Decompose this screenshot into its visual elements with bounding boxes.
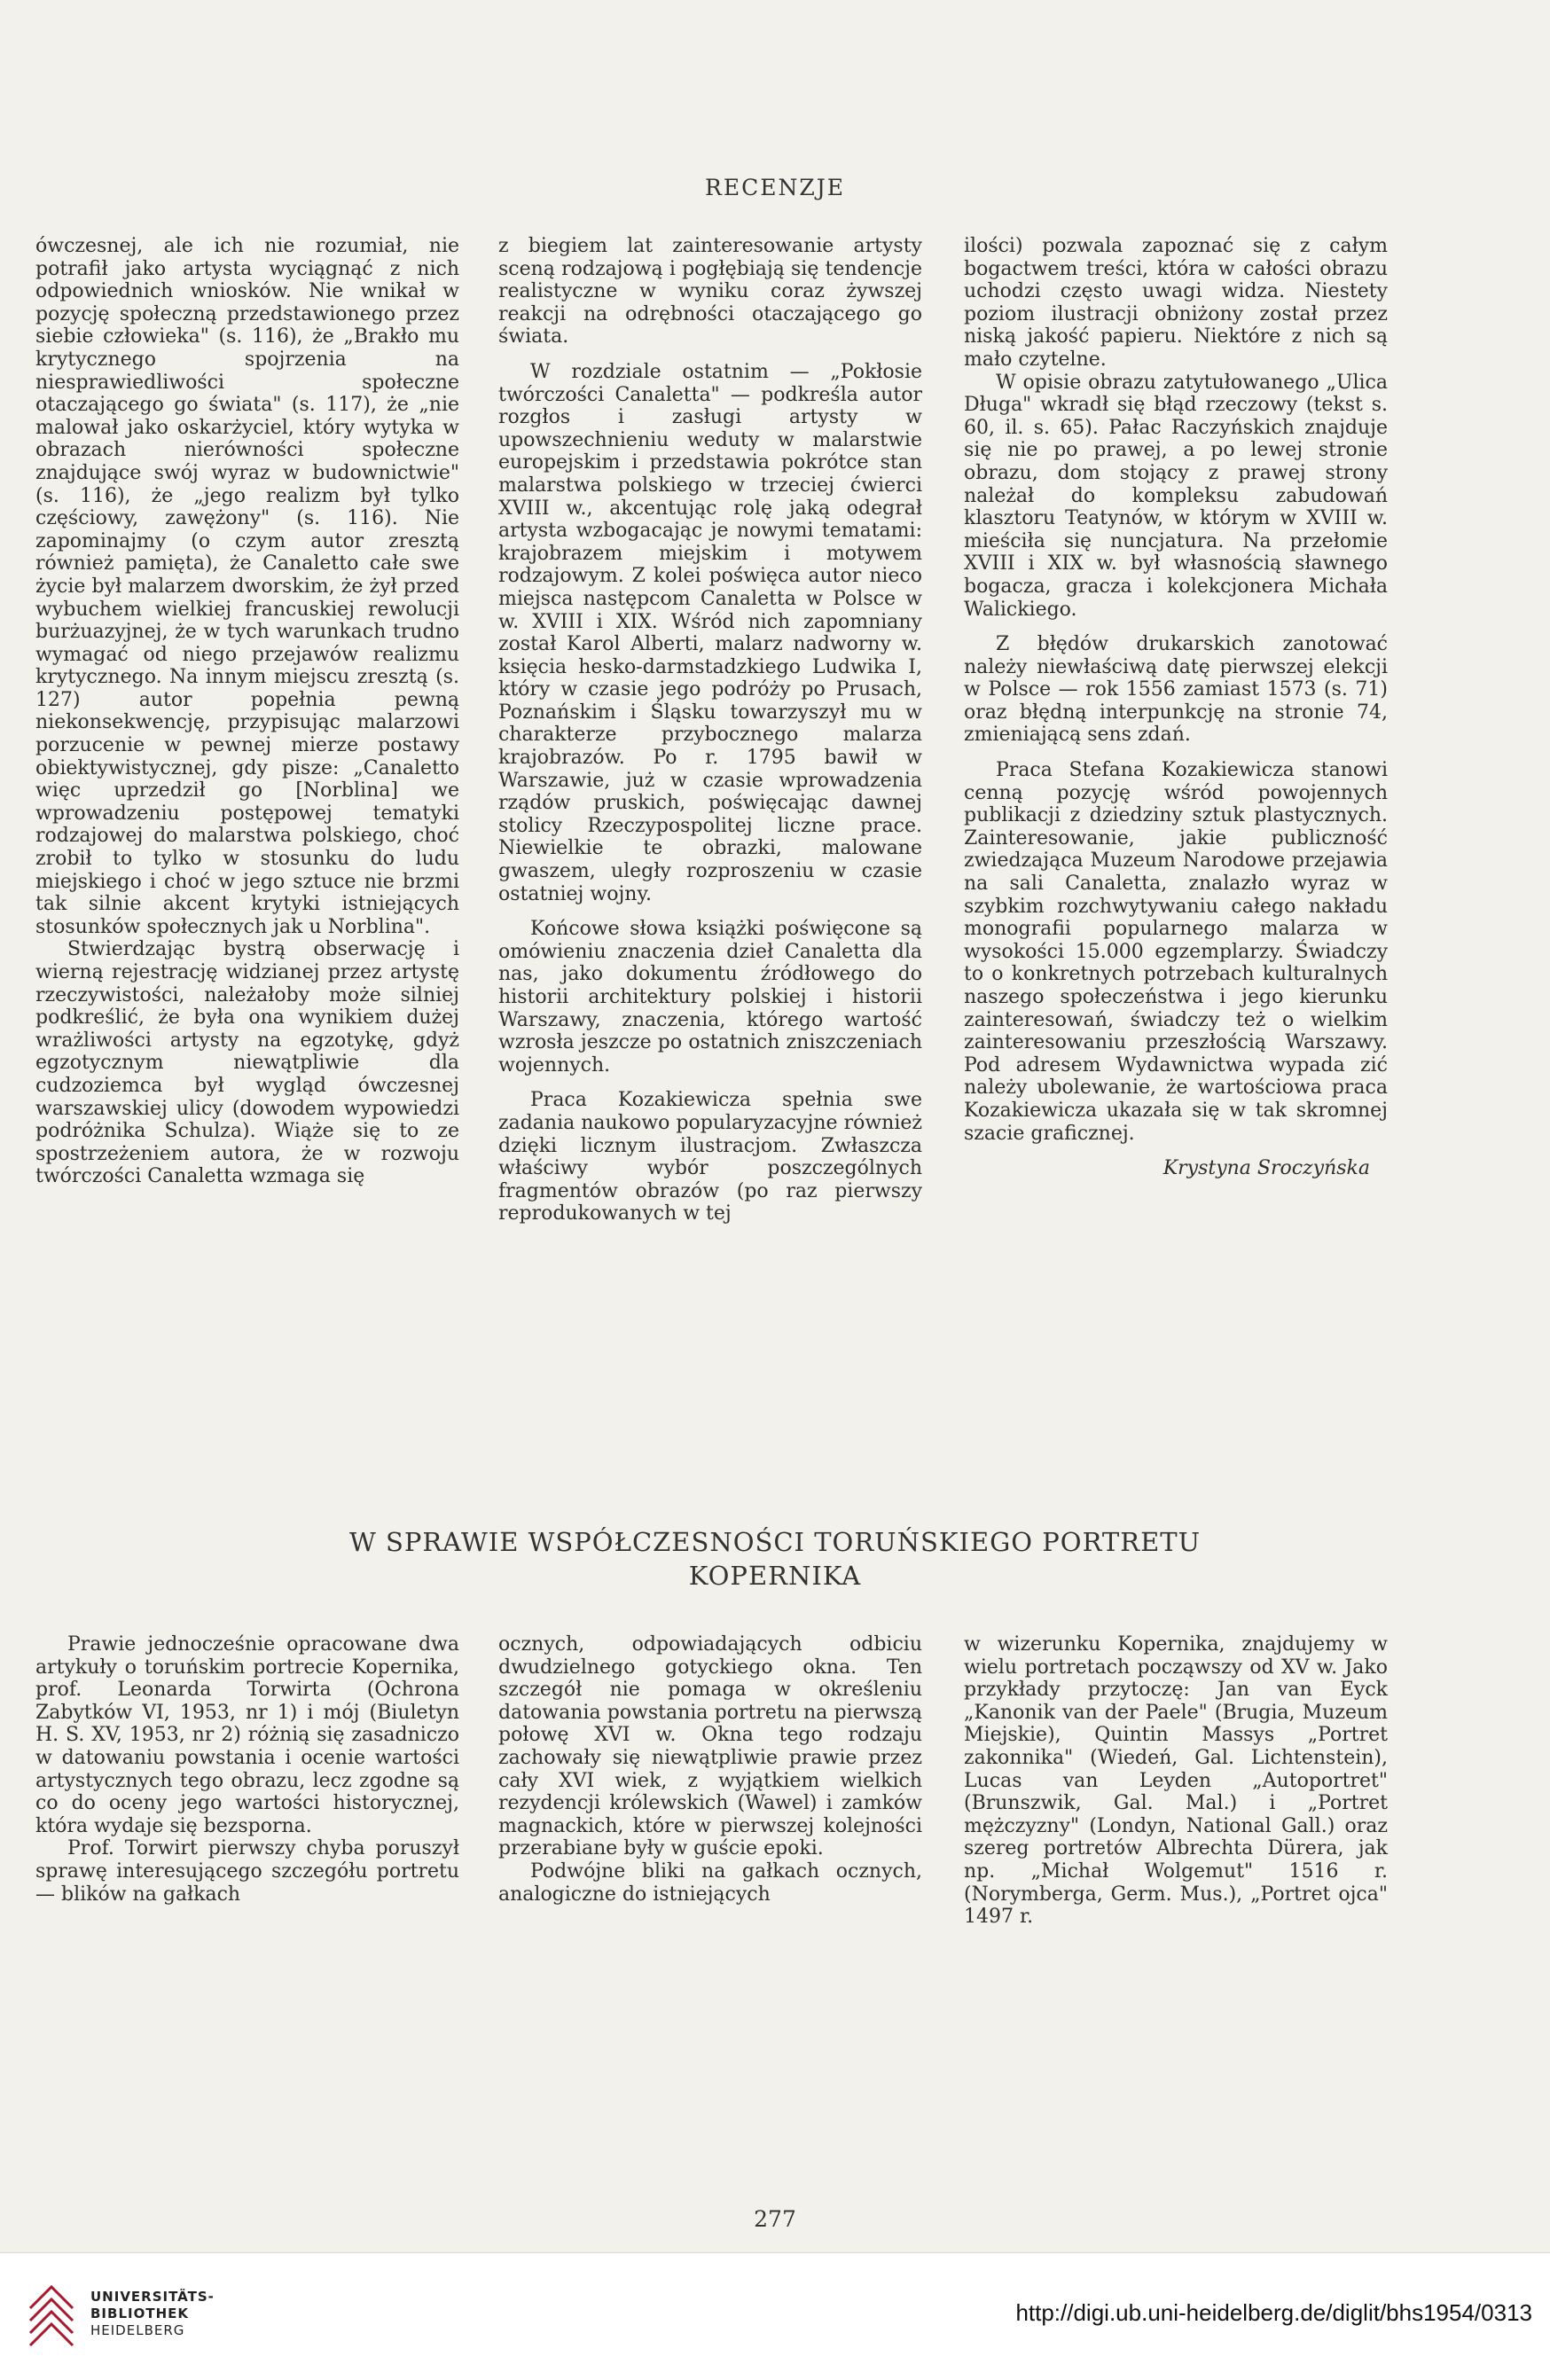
paragraph: Z błędów drukarskich zanotować należy niewłaściwą datę pierwszej elekcji w Polsce — rok 1556 zamiast 1573 (s. 71) oraz błędną interpunkcję na stronie 74, zmieniającą sens zdań. [964, 633, 1388, 747]
library-logo-icon [27, 2278, 76, 2349]
paragraph: Końcowe słowa książki poświęcone są omówieniu znaczenia dzieł Canaletta dla nas, jako dokumentu źródłowego do historii architektury polskiej i historii Warszawy, znaczenia, którego wartość wzrosła jeszcze po ostatnich zniszczeniach wojennych. [498, 918, 922, 1076]
paragraph: Stwierdzając bystrą obserwację i wierną rejestrację widzianej przez artystę rzeczywistości, należałoby może silniej podkreślić, że była ona wynikiem dużej wrażliwości artysty na egzotykę, gdyż egzotycznym niewątpliwie dla cudzoziemca był wygląd ówczesnej warszawskiej ulicy (dowodem wypowiedzi podróżnika Schulza). Wiąże się to ze spostrzeżeniem autora, że w rozwoju twórczości Canaletta wzmaga się [35, 938, 459, 1188]
paragraph: Podwójne bliki na gałkach ocznych, analogiczne do istniejących [498, 1859, 922, 1906]
source-url-link[interactable]: http://digi.ub.uni-heidelberg.de/diglit/bhs1954/0313 [1015, 2299, 1532, 2326]
paragraph: w wizerunku Kopernika, znajdujemy w wielu portretach począwszy od XV w. Jako przykłady przytoczę: Jan van Eyck „Kanonik van der Paele" (Brugia, Muzeum Miejskie), Quintin Massys „Portret zakonnika" (Wiedeń, Gal. Lichtenstein), Lucas van Leyden „Autoportret" (Brunszwik, Gal. Mal.) i „Portret mężczyzny" (Londyn, National Gall.) oraz szereg portretów Albrechta Dürera, jak np. „Michał Wolgemut" 1516 r. (Norymberga, Germ. Mus.), „Portret ojca" 1497 r. [964, 1633, 1388, 1929]
paragraph: ówczesnej, ale ich nie rozumiał, nie potrafił jako artysta wyciągnąć z nich odpowiednich wniosków. Nie wnikał w pozycję społeczną przedstawionego przez siebie człowieka" (s. 116), że „Brakło mu krytycznego spojrzenia na niesprawiedliwości społeczne otaczającego go świata" (s. 117), że „nie malował jako oskarżyciel, który wytyka w obrazach nierówności społeczne znajdujące swój wyraz w budownictwie" (s. 116), że „jego realizm był tylko częściowy, zawężony" (s. 116). Nie zapominajmy (o czym autor zresztą również pamięta), że Canaletto całe swe życie był malarzem dworskim, że żył przed wybuchem wielkiej francuskiej rewolucji burżuazyjnej, że w tych warunkach trudno wymagać od niego przejawów realizmu krytycznego. Na innym miejscu zresztą (s. 127) autor popełnia pewną niekonsekwencję, przypisując malarzowi porzucenie w pewnej mierze postawy obiektywistycznej, gdy pisze: „Canaletto więc uprzedził go [Norblina] we wprowadzeniu postępowej tematyki rodzajowej do malarstwa polskiego, choć zrobił to tylko w stosunku do ludu miejskiego i choć w jego sztuce nie brzmi tak silnie akcent krytyki istniejących stosunków społecznych jak u Norblina". [35, 235, 459, 938]
paragraph: Prawie jednocześnie opracowane dwa artykuły o toruńskim portrecie Kopernika, prof. Leonarda Torwirta (Ochrona Zabytków VI, 1953, nr 1) i mój (Biuletyn H. S. XV, 1953, nr 2) różnią się zasadniczo w datowaniu powstania i ocenie wartości artystycznych tego obrazu, lecz zgodne są co do oceny jego wartości historycznej, która wydaje się bezsporna. [35, 1633, 459, 1837]
paragraph: ocznych, odpowiadających odbiciu dwudzielnego gotyckiego okna. Ten szczegół nie pomaga w określeniu datowania powstania portretu na pierwszą połowę XVI w. Okna tego rodzaju zachowały się niewątpliwie prawie przez cały XVI wiek, z wyjątkiem wielkich rezydencji królewskich (Wawel) i zamków magnackich, które w pierwszej kolejności przerabiane były w guście epoki. [498, 1633, 922, 1860]
paragraph: Prof. Torwirt pierwszy chyba poruszył sprawę interesującego szczegółu portretu — blików na gałkach [35, 1837, 459, 1906]
library-name-line-2: BIBLIOTHEK [90, 2306, 189, 2321]
article-title-line-2: KOPERNIKA [688, 1561, 862, 1591]
paragraph: z biegiem lat zainteresowanie artysty sceną rodzajową i pogłębiają się tendencje realistyczne w wyniku coraz żywszej reakcji na odrębności otaczającego go świata. [498, 235, 922, 348]
footer-bar [0, 2252, 1550, 2380]
article-title-line-1: W SPRAWIE WSPÓŁCZESNOŚCI TORUŃSKIEGO PORTRETU [348, 1527, 1202, 1557]
review-signature: Krystyna Sroczyńska [1162, 1157, 1370, 1180]
page-number: 277 [754, 2206, 796, 2232]
paragraph: W rozdziale ostatnim — „Pokłosie twórczości Canaletta" — podkreśla autor rozgłos i zasługi artysty w upowszechnieniu weduty w malarstwie europejskim i przedstawia pokrótce stan malarstwa polskiego w trzeciej ćwierci XVIII w., akcentując rolę jaką odegrał artysta wzbogacając je nowymi tematami: krajobrazem miejskim i motywem rodzajowym. Z kolei poświęca autor nieco miejsca następcom Canaletta w Polsce w w. XVIII i XIX. Wśród nich zapomniany został Karol Alberti, malarz nadworny w. księcia hesko-darmstadzkiego Ludwika I, który w czasie jego podróży po Prusach, Poznańskim i Śląsku towarzyszył mu w charakterze przybocznego malarza krajobrazów. Po r. 1795 bawił w Warszawie, już w czasie wprowadzenia rządów pruskich, poświęcając dawnej stolicy Rzeczypospolitej liczne prace. Niewielkie te obrazki, malowane gwaszem, uległy rozproszeniu w czasie ostatniej wojny. [498, 360, 922, 905]
paragraph: Praca Kozakiewicza spełnia swe zadania naukowo popularyzacyjne również dzięki licznym ilustracjom. Zwłaszcza właściwy wybór poszczególnych fragmentów obrazów (po raz pierwszy reprodukowanych w tej [498, 1089, 922, 1225]
article-column-1 [35, 1633, 459, 1906]
review-column-2 [498, 235, 922, 1225]
library-name-line-3: HEIDELBERG [90, 2322, 185, 2338]
article-title [0, 1525, 1550, 1593]
article-column-3 [964, 1633, 1388, 1929]
library-name [90, 2289, 215, 2339]
paragraph: ilości) pozwala zapoznać się z całym bogactwem treści, która w całości obrazu uchodzi często uwagi widza. Niestety poziom ilustracji obniżony został przez niską jakość papieru. Niektóre z nich są mało czytelne. [964, 235, 1388, 371]
paragraph: Praca Stefana Kozakiewicza stanowi cenną pozycję wśród powojennych publikacji z dziedziny sztuk plastycznych. Zainteresowanie, jakie publiczność zwiedzająca Muzeum Narodowe przejawia na sali Canaletta, znalazło wyraz w szybkim rozchwytywaniu całego nakładu monografii popularnego malarza w wysokości 15.000 egzemplarzy. Świadczy to o konkretnych potrzebach kulturalnych naszego społeczeństwa i jego kierunku zainteresowań, świadczy też o wielkim zainteresowaniu przeszłością Warszawy. Pod adresem Wydawnictwa wypada zić należy ubolewanie, że wartościowa praca Kozakiewicza ukazała się w tak skromnej szacie graficznej. [964, 759, 1388, 1145]
review-column-3 [964, 235, 1388, 1180]
article-column-2 [498, 1633, 922, 1906]
library-name-line-1: UNIVERSITÄTS- [90, 2289, 215, 2305]
running-header: RECENZJE [705, 175, 845, 200]
paragraph: W opisie obrazu zatytułowanego „Ulica Długa" wkradł się błąd rzeczowy (tekst s. 60, il. s. 65). Pałac Raczyńskich znajduje się nie po prawej, a po lewej stronie obrazu, dom stojący z prawej strony należał do kompleksu zabudowań klasztoru Teatynów, w którym w XVIII w. mieściła się nuncjatura. Na przełomie XVIII i XIX w. był własnością sławnego bogacza, gracza i kolekcjonera Michała Walickiego. [964, 371, 1388, 621]
review-column-1 [35, 235, 459, 1188]
